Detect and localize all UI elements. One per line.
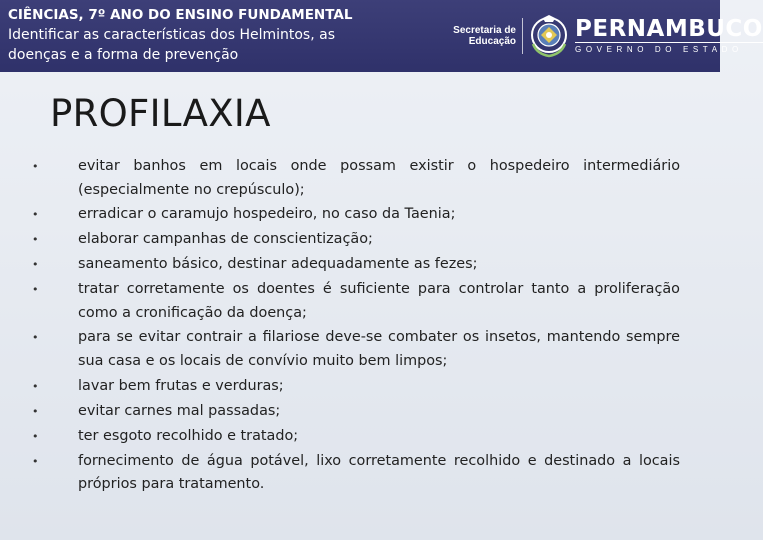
bullet-icon: • [32, 379, 39, 393]
list-item [32, 253, 680, 277]
bullet-icon: • [32, 404, 39, 418]
list-item-text: elaborar campanhas de conscientização; [78, 231, 373, 248]
list-item-text: erradicar o caramujo hospedeiro, no caso da Taenia; [78, 206, 456, 223]
list-item [32, 425, 680, 449]
bullet-icon: • [32, 454, 39, 468]
list-item-text: fornecimento de água potável, lixo corretamente recolhido e destinado a locais próprios para tratamento. [78, 452, 680, 493]
list-item-text: lavar bem frutas e verduras; [78, 377, 284, 394]
list-item-text: saneamento básico, destinar adequadamente as fezes; [78, 256, 478, 273]
header-banner [0, 0, 763, 72]
bullet-icon: • [32, 258, 39, 272]
brand-subtitle: GOVERNO DO ESTADO [575, 42, 763, 56]
slide-title: PROFILAXIA [50, 92, 271, 135]
secretaria-label: Secretaria de Educação [453, 25, 516, 47]
bullet-icon: • [32, 283, 39, 297]
list-item [32, 278, 680, 325]
list-item [32, 400, 680, 424]
list-item-text: evitar carnes mal passadas; [78, 402, 281, 419]
bullet-icon: • [32, 208, 39, 222]
objective-line-1: Identificar as características dos Helmintos, as [8, 27, 336, 43]
list-item [32, 155, 680, 202]
header-text [8, 5, 428, 65]
prevention-list [32, 155, 680, 498]
bullet-icon: • [32, 160, 39, 173]
objective-line-2: doenças e a forma de prevenção [8, 47, 239, 63]
list-item-text: evitar banhos em locais onde possam existir o hospedeiro intermediário (especialmente no crepúsculo); [78, 158, 680, 198]
state-coat-of-arms-icon [529, 14, 569, 58]
list-item [32, 203, 680, 227]
government-logo [452, 10, 763, 62]
list-item [32, 450, 680, 497]
list-item-text: para se evitar contrair a filariose deve-se combater os insetos, mantendo sempre sua casa e os locais de convívio muito bem limpos; [78, 329, 680, 369]
logo-divider [522, 18, 523, 54]
list-item [32, 326, 680, 373]
list-item [32, 228, 680, 252]
list-item-text: tratar corretamente os doentes é suficiente para controlar tanto a proliferação como a cronificação da doença; [78, 281, 680, 321]
bullet-icon: • [32, 429, 39, 443]
list-item [32, 375, 680, 399]
list-item-text: ter esgoto recolhido e tratado; [78, 427, 299, 444]
brand-name: PERNAMBUCO [575, 16, 763, 42]
brand-wordmark [575, 16, 763, 56]
subject-grade-line: CIÊNCIAS, 7º ANO DO ENSINO FUNDAMENTAL [8, 7, 353, 23]
bullet-icon: • [32, 331, 39, 345]
bullet-icon: • [32, 233, 39, 247]
